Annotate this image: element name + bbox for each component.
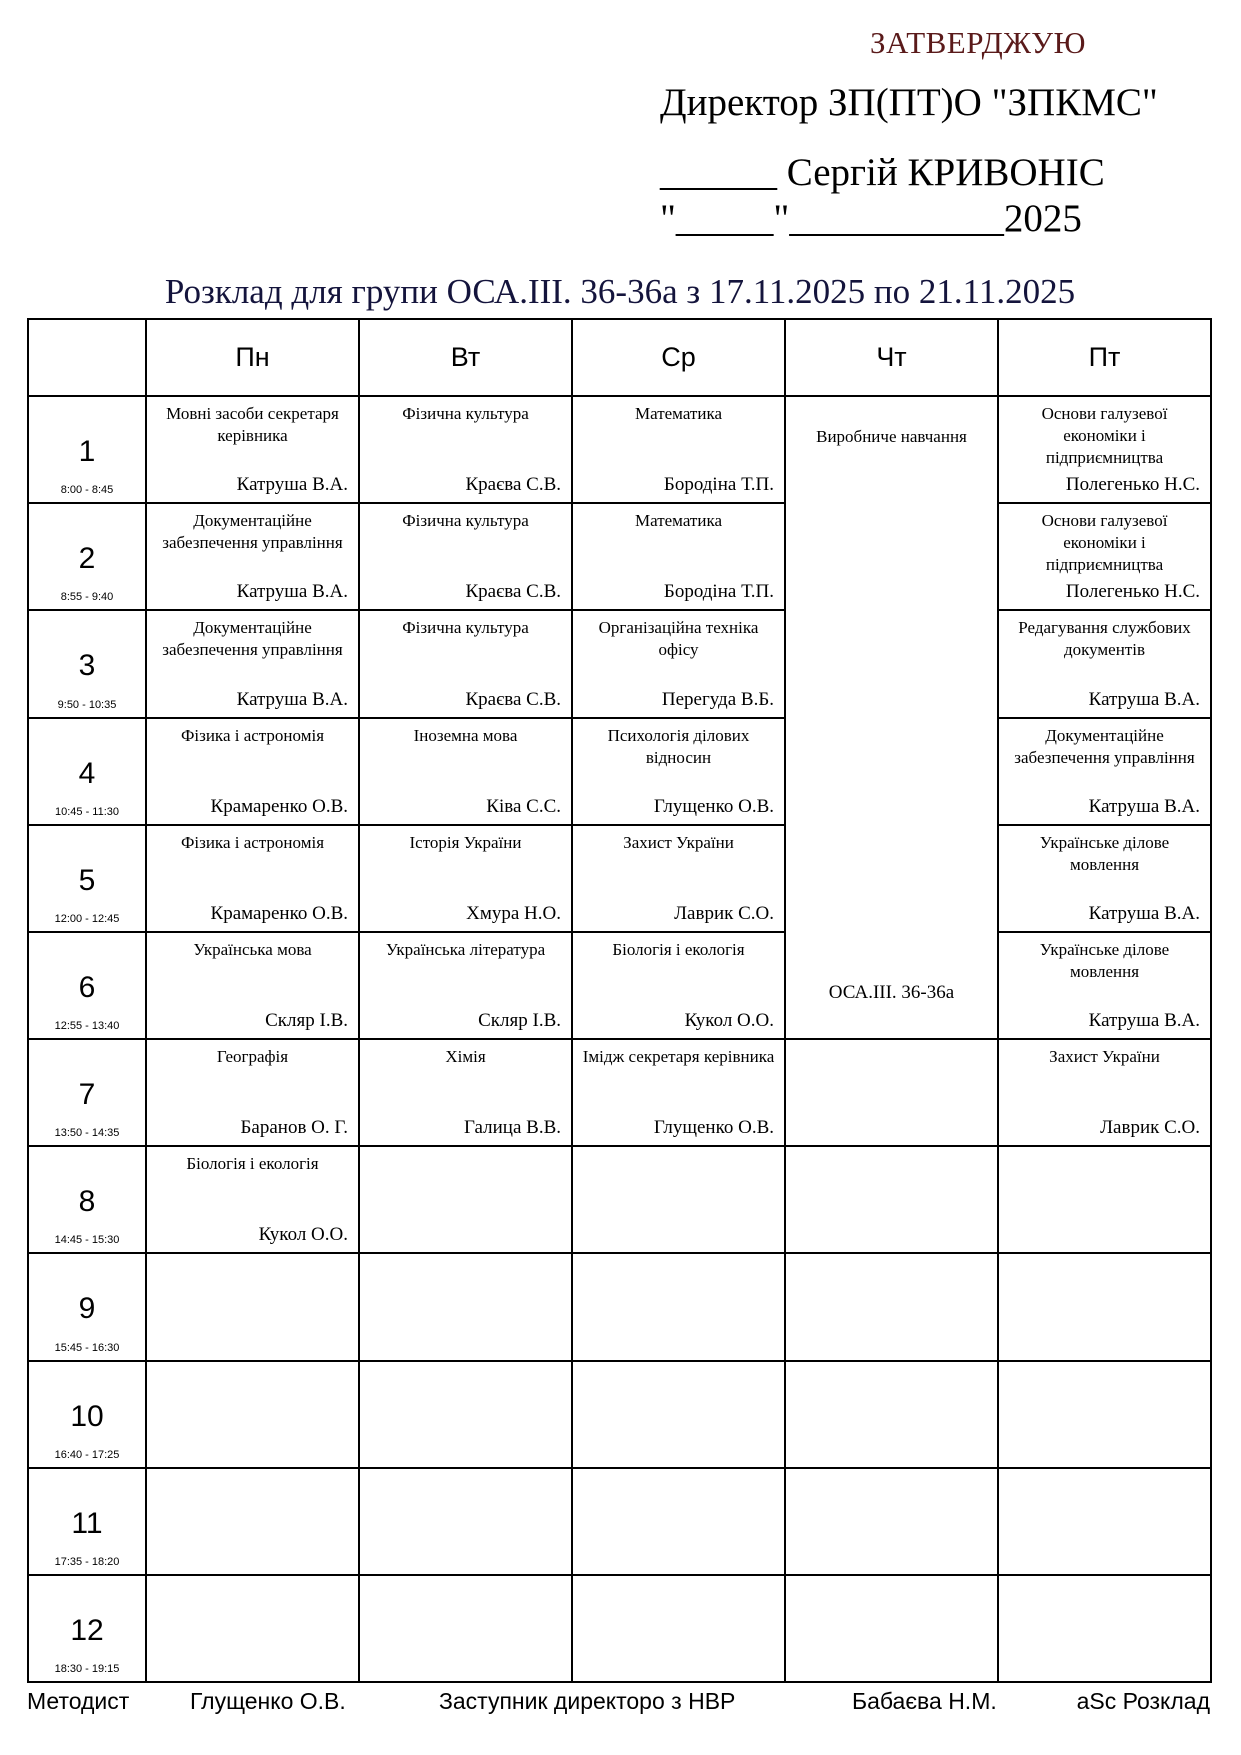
lesson-cell bbox=[998, 825, 1211, 932]
period-row bbox=[28, 1146, 1211, 1253]
schedule-title: Розклад для групи ОСА.ІІІ. 36-36а з 17.11.2025 по 21.11.2025 bbox=[164, 272, 1076, 311]
lesson-cell bbox=[572, 825, 785, 932]
period-row bbox=[28, 1361, 1211, 1468]
lesson-teacher: Краєва С.В. bbox=[465, 688, 561, 710]
period-time: 12:00 - 12:45 bbox=[54, 912, 120, 925]
empty-cell bbox=[998, 1253, 1211, 1360]
corner-cell bbox=[28, 319, 146, 396]
period-cell bbox=[28, 1468, 146, 1575]
lesson-subject: Фізика і астрономія bbox=[180, 832, 325, 852]
lesson-teacher: Катруша В.А. bbox=[1088, 1010, 1200, 1032]
lesson-teacher: Галица В.В. bbox=[464, 1117, 561, 1139]
approval-title: ЗАТВЕРДЖУЮ bbox=[870, 25, 1086, 60]
empty-cell bbox=[146, 1468, 359, 1575]
lesson-teacher: Бородіна Т.П. bbox=[663, 474, 774, 496]
lesson-subject: Фізична культура bbox=[402, 511, 529, 531]
period-time: 16:40 - 17:25 bbox=[54, 1448, 120, 1461]
empty-cell bbox=[359, 1146, 572, 1253]
period-cell bbox=[28, 396, 146, 503]
empty-cell bbox=[785, 1468, 998, 1575]
empty-cell bbox=[146, 1361, 359, 1468]
lesson-subject: Біологія і екологія bbox=[186, 1154, 319, 1174]
lesson-cell bbox=[146, 610, 359, 717]
period-time: 14:45 - 15:30 bbox=[54, 1234, 120, 1247]
lesson-subject: Психологія ділових відносин bbox=[607, 725, 750, 767]
empty-cell bbox=[572, 1361, 785, 1468]
lesson-cell bbox=[146, 718, 359, 825]
lesson-subject: Українська література bbox=[385, 939, 546, 959]
lesson-teacher: Бородіна Т.П. bbox=[663, 581, 774, 603]
day-header-wed: Ср bbox=[572, 319, 785, 396]
lesson-cell bbox=[998, 1039, 1211, 1146]
lesson-teacher: Краєва С.В. bbox=[465, 581, 561, 603]
lesson-teacher: Катруша В.А. bbox=[1088, 795, 1200, 817]
period-time: 15:45 - 16:30 bbox=[54, 1341, 120, 1354]
period-cell bbox=[28, 1146, 146, 1253]
period-number: 10 bbox=[70, 1399, 104, 1433]
methodist-label: Методист bbox=[27, 1688, 130, 1714]
lesson-cell bbox=[998, 932, 1211, 1039]
lesson-teacher: Кукол О.О. bbox=[258, 1224, 348, 1246]
lesson-cell bbox=[359, 932, 572, 1039]
lesson-teacher: Ківа С.С. bbox=[486, 795, 561, 817]
period-number: 8 bbox=[78, 1185, 96, 1219]
lesson-teacher: Перегуда В.Б. bbox=[661, 688, 774, 710]
period-time: 10:45 - 11:30 bbox=[54, 805, 119, 818]
empty-cell bbox=[359, 1253, 572, 1360]
lesson-subject: Документаційне забезпечення управління bbox=[162, 618, 343, 660]
period-time: 18:30 - 19:15 bbox=[54, 1663, 120, 1675]
empty-cell bbox=[146, 1253, 359, 1360]
practical-training-subject: Виробниче навчання bbox=[816, 427, 967, 447]
lesson-cell bbox=[359, 610, 572, 717]
lesson-cell bbox=[146, 1146, 359, 1253]
period-number: 12 bbox=[70, 1613, 104, 1647]
period-row bbox=[28, 610, 1211, 717]
lesson-cell bbox=[572, 396, 785, 503]
period-number: 1 bbox=[78, 435, 96, 469]
empty-cell bbox=[785, 1039, 998, 1146]
lesson-teacher: Скляр І.В. bbox=[265, 1010, 348, 1032]
lesson-subject: Українське ділове мовлення bbox=[1039, 939, 1170, 981]
empty-cell bbox=[998, 1575, 1211, 1682]
lesson-subject: Хімія bbox=[445, 1047, 486, 1067]
empty-cell bbox=[785, 1146, 998, 1253]
lesson-teacher: Лаврик С.О. bbox=[1100, 1117, 1200, 1139]
period-number: 3 bbox=[78, 649, 96, 683]
lesson-teacher: Глущенко О.В. bbox=[653, 795, 774, 817]
lesson-subject: Редагування службових документів bbox=[1018, 618, 1191, 660]
period-cell bbox=[28, 932, 146, 1039]
lesson-subject: Документаційне забезпечення управління bbox=[162, 511, 343, 553]
empty-cell bbox=[146, 1575, 359, 1682]
lesson-cell bbox=[359, 825, 572, 932]
lesson-subject: Основи галузевої економіки і підприємництва bbox=[1041, 511, 1168, 575]
lesson-subject: Документаційне забезпечення управління bbox=[1014, 725, 1195, 767]
period-number: 11 bbox=[71, 1506, 103, 1540]
empty-cell bbox=[359, 1468, 572, 1575]
lesson-cell bbox=[146, 825, 359, 932]
period-cell bbox=[28, 1253, 146, 1360]
lesson-cell bbox=[572, 1039, 785, 1146]
empty-cell bbox=[572, 1253, 785, 1360]
lesson-teacher: Катруша В.А. bbox=[236, 474, 348, 496]
period-number: 2 bbox=[78, 542, 96, 576]
lesson-cell bbox=[359, 718, 572, 825]
empty-cell bbox=[572, 1146, 785, 1253]
period-cell bbox=[28, 825, 146, 932]
lesson-cell bbox=[146, 503, 359, 610]
period-cell bbox=[28, 1361, 146, 1468]
lesson-subject: Організаційна техніка офісу bbox=[598, 618, 759, 660]
period-row bbox=[28, 503, 1211, 610]
lesson-cell bbox=[572, 503, 785, 610]
lesson-teacher: Катруша В.А. bbox=[1088, 688, 1200, 710]
period-number: 9 bbox=[78, 1292, 96, 1326]
lesson-teacher: Глущенко О.В. bbox=[653, 1117, 774, 1139]
approval-position: Директор ЗП(ПТ)О "ЗПКМС" bbox=[660, 81, 1158, 124]
timetable bbox=[27, 318, 1212, 1683]
lesson-teacher: Катруша В.А. bbox=[236, 688, 348, 710]
lesson-subject: Географія bbox=[216, 1047, 289, 1067]
period-number: 5 bbox=[78, 863, 96, 897]
deputy-label: Заступник директоро з НВР bbox=[439, 1688, 736, 1714]
period-row bbox=[28, 718, 1211, 825]
lesson-teacher: Кукол О.О. bbox=[684, 1010, 774, 1032]
lesson-cell bbox=[998, 396, 1211, 503]
empty-cell bbox=[572, 1468, 785, 1575]
lesson-teacher: Лаврик С.О. bbox=[674, 902, 774, 924]
period-time: 8:00 - 8:45 bbox=[60, 484, 114, 497]
lesson-cell bbox=[359, 1039, 572, 1146]
empty-cell bbox=[359, 1575, 572, 1682]
empty-cell bbox=[359, 1361, 572, 1468]
lesson-subject: Біологія і екологія bbox=[612, 939, 745, 959]
lesson-cell bbox=[146, 1039, 359, 1146]
period-time: 8:55 - 9:40 bbox=[60, 591, 114, 604]
period-number: 7 bbox=[78, 1078, 96, 1112]
empty-cell bbox=[785, 1253, 998, 1360]
lesson-subject: Імідж секретаря керівника bbox=[582, 1047, 775, 1067]
lesson-subject: Українське ділове мовлення bbox=[1039, 832, 1170, 874]
approval-signature-line: ______ Сергій КРИВОНІС bbox=[660, 151, 1105, 194]
day-header-mon: Пн bbox=[146, 319, 359, 396]
period-row bbox=[28, 825, 1211, 932]
period-time: 17:35 - 18:20 bbox=[54, 1555, 120, 1568]
period-time: 13:50 - 14:35 bbox=[54, 1127, 120, 1140]
lesson-cell bbox=[359, 396, 572, 503]
lesson-teacher: Полегенько Н.С. bbox=[1065, 474, 1200, 496]
period-time: 12:55 - 13:40 bbox=[54, 1020, 120, 1033]
lesson-cell bbox=[998, 718, 1211, 825]
period-row bbox=[28, 396, 1211, 503]
period-row bbox=[28, 1039, 1211, 1146]
lesson-subject: Захист України bbox=[623, 832, 734, 852]
lesson-teacher: Баранов О. Г. bbox=[240, 1117, 348, 1139]
lesson-cell bbox=[146, 932, 359, 1039]
period-row bbox=[28, 932, 1211, 1039]
lesson-subject: Математика bbox=[634, 404, 723, 424]
empty-cell bbox=[998, 1468, 1211, 1575]
period-number: 6 bbox=[78, 970, 96, 1004]
lesson-teacher: Катруша В.А. bbox=[1088, 902, 1200, 924]
day-header-tue: Вт bbox=[359, 319, 572, 396]
approval-date-line: "_____"___________2025 bbox=[660, 197, 1082, 240]
lesson-cell bbox=[146, 396, 359, 503]
lesson-subject: Захист України bbox=[1049, 1047, 1160, 1067]
lesson-cell bbox=[998, 610, 1211, 717]
lesson-teacher: Хмура Н.О. bbox=[466, 902, 561, 924]
lesson-teacher: Краєва С.В. bbox=[465, 474, 561, 496]
lesson-teacher: Полегенько Н.С. bbox=[1065, 581, 1200, 603]
period-cell bbox=[28, 1575, 146, 1682]
period-cell bbox=[28, 718, 146, 825]
period-cell bbox=[28, 503, 146, 610]
lesson-subject: Математика bbox=[634, 511, 723, 531]
lesson-subject: Фізична культура bbox=[402, 618, 529, 638]
lesson-subject: Іноземна мова bbox=[413, 725, 518, 745]
deputy-name: Бабаєва Н.М. bbox=[852, 1688, 997, 1714]
lesson-teacher: Крамаренко О.В. bbox=[210, 902, 348, 924]
period-row bbox=[28, 1253, 1211, 1360]
lesson-subject: Фізика і астрономія bbox=[180, 725, 325, 745]
period-row bbox=[28, 1575, 1211, 1682]
lesson-subject: Основи галузевої економіки і підприємництва bbox=[1041, 404, 1168, 468]
practical-training-cell bbox=[785, 396, 998, 1039]
empty-cell bbox=[572, 1575, 785, 1682]
header-row bbox=[28, 319, 1211, 396]
lesson-subject: Історія України bbox=[409, 832, 522, 852]
day-header-fri: Пт bbox=[998, 319, 1211, 396]
lesson-teacher: Катруша В.А. bbox=[236, 581, 348, 603]
lesson-subject: Мовні засоби секретаря керівника bbox=[166, 404, 339, 446]
lesson-subject: Українська мова bbox=[193, 939, 312, 959]
empty-cell bbox=[785, 1361, 998, 1468]
lesson-teacher: Крамаренко О.В. bbox=[210, 795, 348, 817]
lesson-cell bbox=[572, 718, 785, 825]
lesson-cell bbox=[572, 610, 785, 717]
period-row bbox=[28, 1468, 1211, 1575]
empty-cell bbox=[998, 1146, 1211, 1253]
lesson-cell bbox=[572, 932, 785, 1039]
lesson-subject: Фізична культура bbox=[402, 404, 529, 424]
lesson-cell bbox=[359, 503, 572, 610]
lesson-teacher: Скляр І.В. bbox=[478, 1010, 561, 1032]
software-credit: aSc Розклад bbox=[1076, 1688, 1210, 1714]
period-cell bbox=[28, 1039, 146, 1146]
lesson-cell bbox=[998, 503, 1211, 610]
period-number: 4 bbox=[78, 756, 96, 790]
empty-cell bbox=[998, 1361, 1211, 1468]
methodist-name: Глущенко О.В. bbox=[190, 1688, 346, 1714]
day-header-thu: Чт bbox=[785, 319, 998, 396]
practical-training-group: ОСА.ІІІ. 36-36а bbox=[828, 982, 955, 1004]
empty-cell bbox=[785, 1575, 998, 1682]
period-cell bbox=[28, 610, 146, 717]
footer bbox=[27, 1688, 1210, 1718]
period-time: 9:50 - 10:35 bbox=[57, 698, 117, 711]
